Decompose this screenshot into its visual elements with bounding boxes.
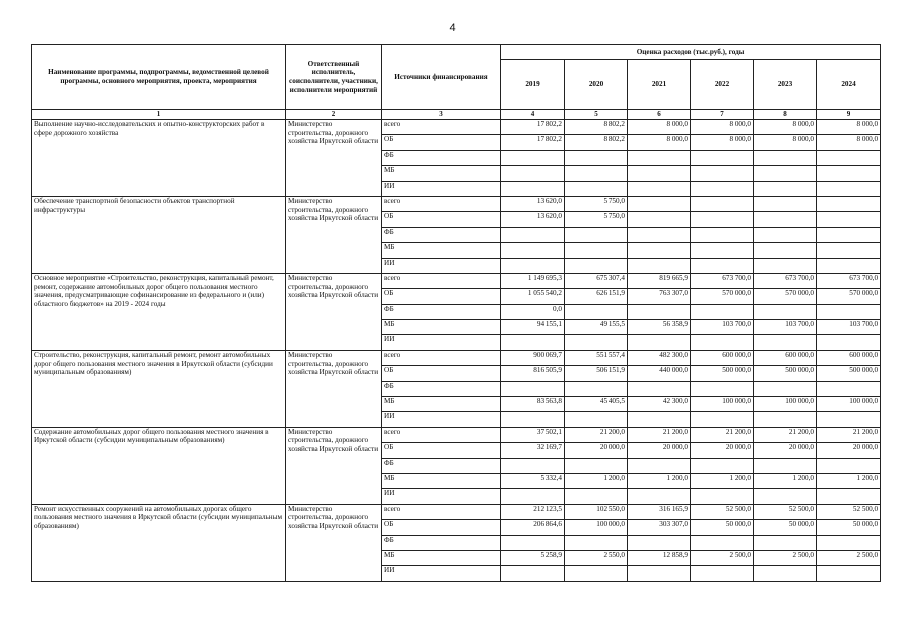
expense-value: 5 332,4 (501, 473, 565, 488)
funding-source: ИИ (382, 258, 501, 273)
expense-value (691, 412, 754, 427)
expense-value (817, 535, 881, 550)
expense-value (817, 227, 881, 242)
expense-value: 21 200,0 (628, 427, 691, 442)
expense-value: 100 000,0 (754, 397, 817, 412)
funding-source: МБ (382, 550, 501, 565)
funding-source: ИИ (382, 566, 501, 581)
funding-source: ОБ (382, 366, 501, 381)
funding-source: МБ (382, 320, 501, 335)
expense-value: 52 500,0 (754, 504, 817, 519)
expense-value (628, 489, 691, 504)
expense-value (501, 181, 565, 196)
expense-value (565, 535, 628, 550)
expense-value: 20 000,0 (565, 443, 628, 458)
executor-name: Министерство строительства, дорожного хозяйства Иркутской области (286, 273, 382, 350)
expense-value (628, 535, 691, 550)
expense-value (565, 335, 628, 350)
expense-value (565, 489, 628, 504)
expense-value: 103 700,0 (691, 320, 754, 335)
expense-value (628, 196, 691, 211)
column-index: 2 (286, 110, 382, 120)
expense-value (691, 304, 754, 319)
expense-value: 2 550,0 (565, 550, 628, 565)
expense-value (754, 535, 817, 550)
expense-value (501, 335, 565, 350)
expense-value (501, 412, 565, 427)
expense-value (565, 412, 628, 427)
expense-value (754, 212, 817, 227)
expense-value: 20 000,0 (628, 443, 691, 458)
expense-value: 673 700,0 (754, 273, 817, 288)
page-number: 4 (449, 22, 456, 34)
expense-value (501, 381, 565, 396)
expense-value: 600 000,0 (691, 350, 754, 365)
expense-value: 500 000,0 (691, 366, 754, 381)
expense-value (565, 258, 628, 273)
expense-value: 2 500,0 (691, 550, 754, 565)
expense-value: 8 000,0 (628, 120, 691, 135)
expense-value (628, 212, 691, 227)
expense-value (817, 458, 881, 473)
expense-value: 1 200,0 (817, 473, 881, 488)
executor-name: Министерство строительства, дорожного хозяйства Иркутской области (286, 504, 382, 581)
expense-value: 551 557,4 (565, 350, 628, 365)
expense-value (501, 535, 565, 550)
expense-value: 1 055 540,2 (501, 289, 565, 304)
expense-value: 8 000,0 (817, 120, 881, 135)
expense-value (817, 381, 881, 396)
expense-value (754, 304, 817, 319)
expense-value (817, 335, 881, 350)
expense-value (754, 150, 817, 165)
expense-value (691, 196, 754, 211)
column-index: 3 (382, 110, 501, 120)
funding-source: ОБ (382, 135, 501, 150)
activity-name: Строительство, реконструкция, капитальный ремонт, ремонт автомобильных дорог общего пользования местного значения в Иркутской области (субсидии муниципальным образованиям) (32, 350, 286, 427)
table-row (32, 196, 881, 211)
column-index: 4 (501, 110, 565, 120)
expense-value: 482 300,0 (628, 350, 691, 365)
expense-value: 21 200,0 (691, 427, 754, 442)
expense-value: 819 665,9 (628, 273, 691, 288)
expense-value (817, 150, 881, 165)
expense-value: 673 700,0 (817, 273, 881, 288)
header-year: 2023 (754, 60, 817, 110)
funding-source: МБ (382, 243, 501, 258)
header-executor: Ответственный исполнитель, соисполнители, участники, исполнители мероприятий (286, 45, 382, 110)
expense-value: 13 620,0 (501, 212, 565, 227)
column-index: 5 (565, 110, 628, 120)
expense-value: 56 358,9 (628, 320, 691, 335)
expense-value: 32 169,7 (501, 443, 565, 458)
expense-value (817, 258, 881, 273)
expense-value: 37 502,1 (501, 427, 565, 442)
header-year: 2022 (691, 60, 754, 110)
expense-value: 103 700,0 (817, 320, 881, 335)
expense-value: 103 700,0 (754, 320, 817, 335)
expense-value (565, 181, 628, 196)
expense-value (628, 243, 691, 258)
column-index: 6 (628, 110, 691, 120)
expense-value (691, 489, 754, 504)
expense-value: 83 563,8 (501, 397, 565, 412)
expense-value (628, 227, 691, 242)
expense-value: 100 000,0 (565, 520, 628, 535)
expense-value: 570 000,0 (691, 289, 754, 304)
expense-value (754, 196, 817, 211)
expense-value: 17 802,2 (501, 135, 565, 150)
expense-value: 49 155,5 (565, 320, 628, 335)
expense-value (501, 150, 565, 165)
funding-source: всего (382, 120, 501, 135)
expense-value (628, 181, 691, 196)
expense-value: 8 802,2 (565, 120, 628, 135)
expense-value: 900 069,7 (501, 350, 565, 365)
expense-value: 20 000,0 (691, 443, 754, 458)
expense-value (565, 227, 628, 242)
header-year: 2021 (628, 60, 691, 110)
expense-value (817, 196, 881, 211)
expense-value: 12 858,9 (628, 550, 691, 565)
funding-source: ФБ (382, 458, 501, 473)
funding-source: ИИ (382, 181, 501, 196)
expense-value (691, 166, 754, 181)
expense-value: 8 000,0 (691, 135, 754, 150)
table-row (32, 350, 881, 365)
expense-value: 102 550,0 (565, 504, 628, 519)
expense-value (754, 566, 817, 581)
activity-name: Выполнение научно-исследовательских и опытно-конструкторских работ в сфере дорожного хозяйства (32, 120, 286, 197)
expense-value (817, 212, 881, 227)
expense-value: 1 200,0 (565, 473, 628, 488)
funding-source: ФБ (382, 150, 501, 165)
expense-value (691, 258, 754, 273)
expense-value: 13 620,0 (501, 196, 565, 211)
expense-value (501, 243, 565, 258)
expense-value: 1 200,0 (628, 473, 691, 488)
header-year: 2019 (501, 60, 565, 110)
funding-source: ОБ (382, 443, 501, 458)
header-year: 2024 (817, 60, 881, 110)
activity-name: Содержание автомобильных дорог общего пользования местного значения в Иркутской области (субсидии муниципальным образованиям) (32, 427, 286, 504)
funding-source: всего (382, 196, 501, 211)
expense-value (501, 258, 565, 273)
expense-value (754, 335, 817, 350)
expense-value (565, 243, 628, 258)
expense-value: 5 750,0 (565, 212, 628, 227)
funding-source: всего (382, 350, 501, 365)
expense-value: 50 000,0 (691, 520, 754, 535)
expense-value: 1 200,0 (754, 473, 817, 488)
header-estimate: Оценка расходов (тыс.руб.), годы (501, 45, 881, 60)
funding-source: ОБ (382, 520, 501, 535)
expense-value (691, 566, 754, 581)
expense-value (628, 150, 691, 165)
expense-value (565, 458, 628, 473)
funding-source: всего (382, 427, 501, 442)
table-body (32, 120, 881, 582)
expense-value (628, 412, 691, 427)
expense-value (628, 381, 691, 396)
expense-value (565, 304, 628, 319)
expense-value (501, 489, 565, 504)
funding-source: ИИ (382, 489, 501, 504)
expense-value: 21 200,0 (565, 427, 628, 442)
expense-value (691, 535, 754, 550)
expense-value (817, 489, 881, 504)
expense-value: 45 405,5 (565, 397, 628, 412)
expense-value: 816 505,9 (501, 366, 565, 381)
expense-value: 5 258,9 (501, 550, 565, 565)
executor-name: Министерство строительства, дорожного хозяйства Иркутской области (286, 427, 382, 504)
funding-source: ФБ (382, 304, 501, 319)
table-row (32, 427, 881, 442)
expense-value (628, 166, 691, 181)
expense-value (501, 166, 565, 181)
expense-value (817, 181, 881, 196)
expense-value (691, 212, 754, 227)
expense-value: 1 200,0 (691, 473, 754, 488)
funding-source: ОБ (382, 212, 501, 227)
expense-value (691, 243, 754, 258)
expense-value (817, 243, 881, 258)
expense-value (691, 150, 754, 165)
expense-value (754, 489, 817, 504)
expense-value: 20 000,0 (817, 443, 881, 458)
expense-value: 42 300,0 (628, 397, 691, 412)
activity-name: Обеспечение транспортной безопасности объектов транспортной инфраструктуры (32, 196, 286, 273)
expense-value (754, 458, 817, 473)
expense-value: 675 307,4 (565, 273, 628, 288)
expense-value (817, 412, 881, 427)
expense-value: 440 000,0 (628, 366, 691, 381)
header-source: Источники финансирования (382, 45, 501, 110)
expense-value (817, 566, 881, 581)
expense-value (628, 304, 691, 319)
executor-name: Министерство строительства, дорожного хозяйства Иркутской области (286, 350, 382, 427)
table-row (32, 120, 881, 135)
expense-value (754, 381, 817, 396)
expense-value (628, 566, 691, 581)
expense-value: 52 500,0 (691, 504, 754, 519)
expense-value: 500 000,0 (754, 366, 817, 381)
expense-value (501, 227, 565, 242)
header-name: Наименование программы, подпрограммы, ведомственной целевой программы, основного мероприятия, проекта, мероприятия (32, 45, 286, 110)
executor-name: Министерство строительства, дорожного хозяйства Иркутской области (286, 196, 382, 273)
expense-value: 600 000,0 (754, 350, 817, 365)
expense-value (501, 566, 565, 581)
expense-value: 0,0 (501, 304, 565, 319)
funding-source: ФБ (382, 381, 501, 396)
expense-value: 600 000,0 (817, 350, 881, 365)
expense-value: 8 000,0 (628, 135, 691, 150)
funding-source: МБ (382, 166, 501, 181)
expense-value (817, 304, 881, 319)
expense-value (691, 381, 754, 396)
expense-value (754, 258, 817, 273)
table-row (32, 273, 881, 288)
expense-value (628, 258, 691, 273)
column-index: 9 (817, 110, 881, 120)
expense-value: 763 307,0 (628, 289, 691, 304)
funding-source: ФБ (382, 535, 501, 550)
expense-value: 626 151,9 (565, 289, 628, 304)
expense-value: 20 000,0 (754, 443, 817, 458)
expense-value: 673 700,0 (691, 273, 754, 288)
expense-value: 8 000,0 (754, 120, 817, 135)
expense-value (691, 181, 754, 196)
expense-value (565, 566, 628, 581)
expense-value (565, 150, 628, 165)
column-index: 8 (754, 110, 817, 120)
funding-source: всего (382, 504, 501, 519)
expense-value (565, 166, 628, 181)
header-year: 2020 (565, 60, 628, 110)
expense-value (754, 227, 817, 242)
expense-value (691, 335, 754, 350)
column-index: 1 (32, 110, 286, 120)
expense-value: 17 802,2 (501, 120, 565, 135)
funding-source: всего (382, 273, 501, 288)
expense-value: 50 000,0 (817, 520, 881, 535)
funding-source: ИИ (382, 335, 501, 350)
expense-value: 94 155,1 (501, 320, 565, 335)
funding-source: ОБ (382, 289, 501, 304)
expense-value (754, 412, 817, 427)
expense-value (817, 166, 881, 181)
expense-value (501, 458, 565, 473)
expense-value: 316 165,9 (628, 504, 691, 519)
expense-value: 303 307,0 (628, 520, 691, 535)
expense-value: 100 000,0 (691, 397, 754, 412)
expense-value (754, 166, 817, 181)
expense-value (691, 227, 754, 242)
expense-value: 212 123,5 (501, 504, 565, 519)
expense-value: 21 200,0 (817, 427, 881, 442)
expense-value: 8 802,2 (565, 135, 628, 150)
funding-source: МБ (382, 397, 501, 412)
expense-value: 2 500,0 (817, 550, 881, 565)
expense-value (691, 458, 754, 473)
executor-name: Министерство строительства, дорожного хозяйства Иркутской области (286, 120, 382, 197)
budget-table (31, 44, 881, 582)
funding-source: ИИ (382, 412, 501, 427)
expense-value: 100 000,0 (817, 397, 881, 412)
column-index-row (32, 110, 881, 120)
expense-value: 1 149 695,3 (501, 273, 565, 288)
expense-value: 8 000,0 (754, 135, 817, 150)
activity-name: Ремонт искусственных сооружений на автомобильных дорогах общего пользования местного значения в Иркутской области (субсидии муниципальным образованиям) (32, 504, 286, 581)
table-row (32, 504, 881, 519)
funding-source: МБ (382, 473, 501, 488)
funding-source: ФБ (382, 227, 501, 242)
expense-value (628, 458, 691, 473)
expense-value: 8 000,0 (817, 135, 881, 150)
expense-value: 570 000,0 (817, 289, 881, 304)
expense-value (565, 381, 628, 396)
expense-value: 8 000,0 (691, 120, 754, 135)
expense-value: 500 000,0 (817, 366, 881, 381)
expense-value: 206 864,6 (501, 520, 565, 535)
expense-value (628, 335, 691, 350)
expense-value: 50 000,0 (754, 520, 817, 535)
expense-value: 5 750,0 (565, 196, 628, 211)
expense-value: 2 500,0 (754, 550, 817, 565)
expense-value: 21 200,0 (754, 427, 817, 442)
header-row (32, 45, 881, 60)
expense-value: 570 000,0 (754, 289, 817, 304)
expense-value: 506 151,9 (565, 366, 628, 381)
expense-value (754, 181, 817, 196)
activity-name: Основное мероприятие «Строительство, реконструкция, капитальный ремонт, ремонт, содержание автомобильных дорог общего пользования местного значения, предусматривающие софинансирование из федерального и (или) областного бюджетов» на 2019 - 2024 годы (32, 273, 286, 350)
column-index: 7 (691, 110, 754, 120)
expense-value (754, 243, 817, 258)
expense-value: 52 500,0 (817, 504, 881, 519)
